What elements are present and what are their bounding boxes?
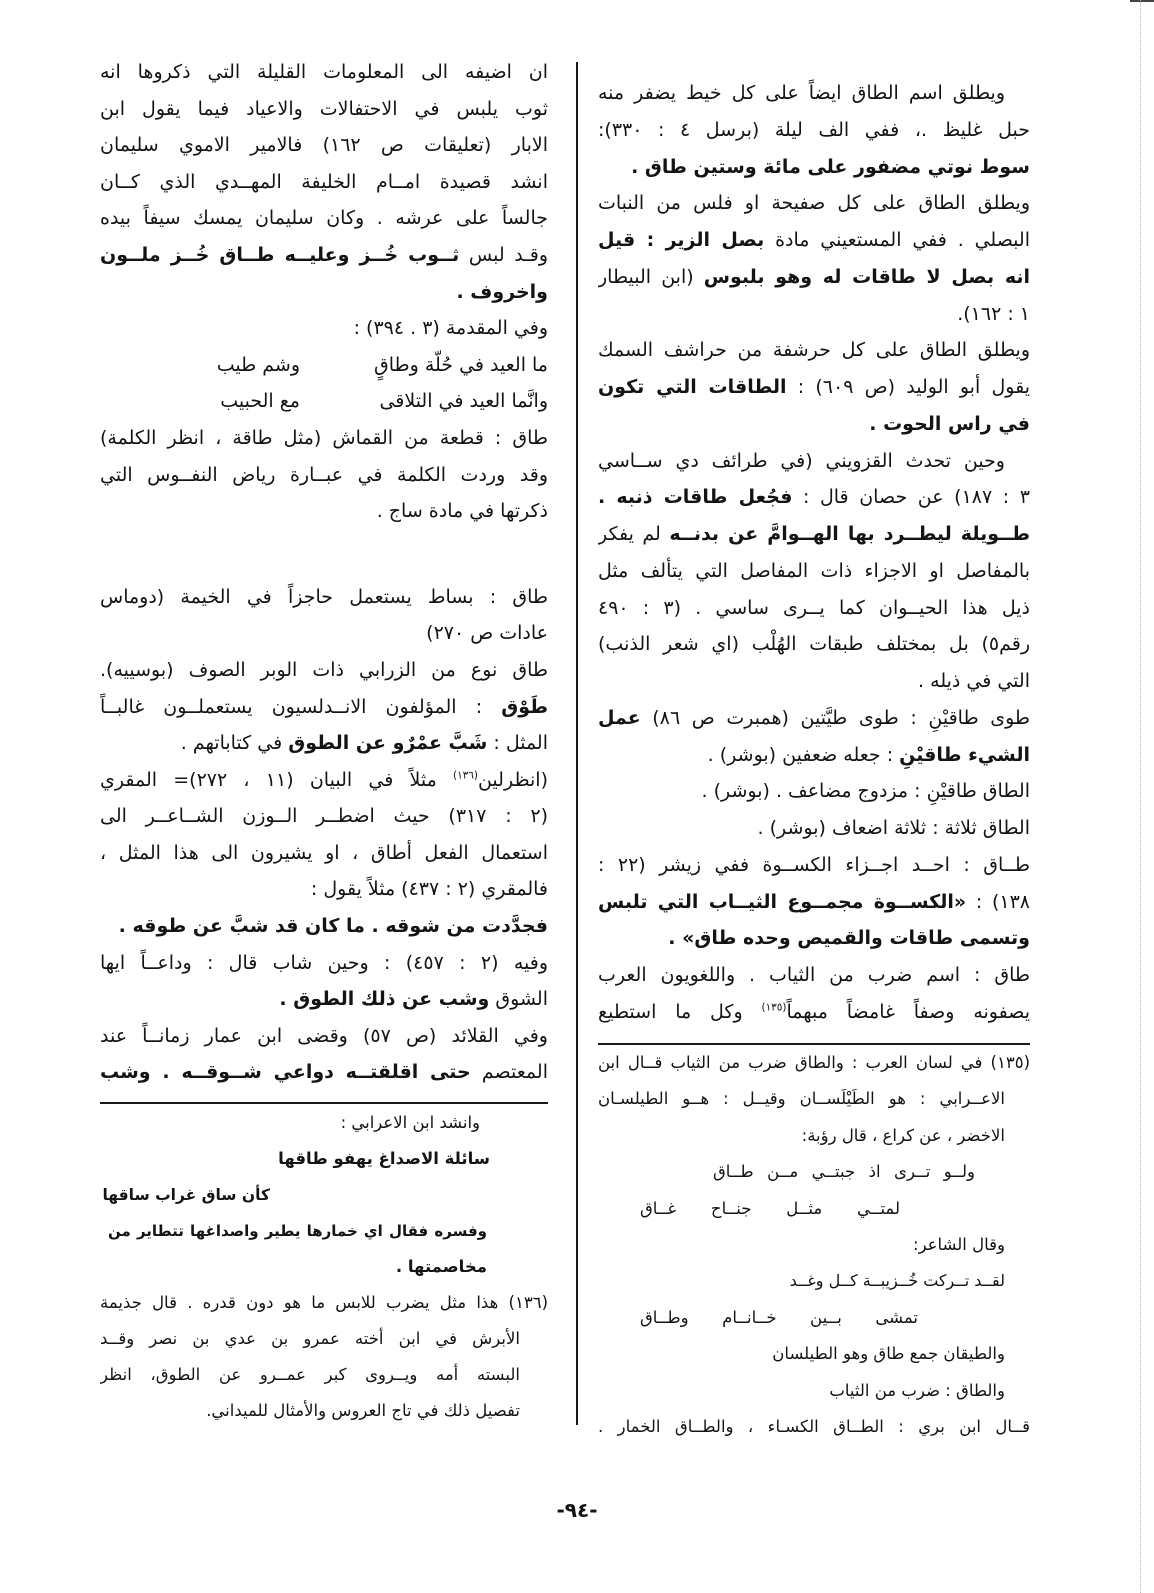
verse-line (100, 347, 548, 384)
verse-hemistich: وشم طيب (216, 353, 300, 376)
footnote-line: وانشد ابن الاعرابي : (340, 1113, 480, 1132)
footnote-verse-line: سائلة الاصداغ يهفو طاقها (278, 1149, 490, 1168)
entry-line: حبل غليظ .، ففي الف ليلة (برسل ٤ : ٣٣٠): (598, 118, 1030, 141)
footnote-line: مخاصمتها . (395, 1257, 487, 1276)
entry-line (598, 259, 1030, 296)
text-segment: (انظرلين (477, 768, 548, 791)
footnote-line: الاخضر ، عن كراع ، قال رؤبة: (801, 1125, 1005, 1145)
verse-hemistich: وانَّما العيد في التلاقى (379, 390, 548, 413)
entry-line: ويطلق الطاق على كل صفيحة او فلس من النبات (598, 192, 1030, 215)
entry-line: وفي القلائد (ص ٥٧) وقضى ابن عمار زمانــاً عند (100, 1024, 548, 1047)
entry-line: فالمقري (٢ : ٤٣٧) مثلاً يقول : (310, 878, 548, 901)
page-number: -٩٤- (556, 1498, 598, 1522)
footnote-line: (١٣٥) في لسان العرب : والطاق ضرب من الثياب قــال ابن (598, 1053, 1030, 1072)
text-segment: البصلي . ففي المستعيني مادة (764, 229, 1030, 251)
emphasis-text: شَبَّ عمْرٌو عن الطوق (288, 732, 488, 755)
left-footnotes (100, 1105, 548, 1429)
text-segment: المثل : (487, 732, 548, 755)
footnote-line: والطاق : ضرب من الثياب (829, 1380, 1005, 1400)
right-footnotes (598, 1045, 1030, 1445)
emphasis-text: انه بصل لا طاقات له وهو بلبوس (703, 265, 1030, 288)
right-column (598, 75, 1030, 1031)
entry-line: سوط نوتي مضفور على مائة وستين طاق . (631, 155, 1030, 178)
entry-line: ويطلق اسم الطاق ايضاً على كل خيط يضفر منه (598, 82, 1005, 104)
entry-line: وفي المقدمة (٣ . ٣٩٤) : (353, 317, 548, 340)
footnote-verse-line: كأن ساق غراب ساقها (102, 1186, 270, 1204)
footnote-reference: (١٣٥) (761, 1001, 787, 1014)
entry-line: طاق : قطعة من القماش (مثل طاقة ، انظر الكلمة) (100, 426, 548, 449)
text-segment: في كتاباتهم . (180, 732, 289, 755)
text-segment: الشوق (489, 988, 548, 1011)
entry-line (100, 762, 548, 799)
entry-line: طــاق : احــد اجــزاء الكســوة ففي زيشر (٢٢ : (598, 853, 1030, 876)
footnote-verse-line: لقــد تــركت خُــزيبــة كــل وغــد (789, 1271, 1005, 1291)
text-segment: طوى طاقيْنِ : طوى طيَّتين (همبرت ص ٨٦) (640, 706, 1030, 729)
left-column (100, 54, 548, 1091)
footnote-line: البسته أمه ويــروى كبر عمــرو عن الطوق، انظر (100, 1365, 520, 1384)
entry-line: رقم٥) بل بمختلف طبقات الهُلْب (اي شعر الذنب) (598, 633, 1030, 656)
footnote-separator (100, 1102, 548, 1104)
entry-line (598, 994, 1030, 1031)
footnote-line: قــال ابن بري : الطــاق الكسـاء ، والطــاق الخمار . (598, 1416, 1030, 1436)
emphasis-text: الشيء طاقيْنِ (899, 743, 1030, 766)
text-segment: يصفونه وصفاً غامضاً مبهماً (786, 1000, 1030, 1023)
emphasis-text: عمل (598, 706, 641, 729)
footnote-verse-line: ولــو تــرى اذ جبتــي مــن طــاق (713, 1162, 975, 1182)
entry-line (598, 737, 1030, 774)
text-segment: لم يفكر (598, 523, 670, 545)
entry-line (100, 725, 548, 762)
entry-line (100, 981, 548, 1018)
text-segment: ١٣٨) : (966, 890, 1030, 913)
emphasis-text: ثــوب خُــز وعليــه طــاق خُــز ملــون (100, 243, 460, 266)
entry-line (100, 237, 548, 274)
text-segment: (ابن البيطار (598, 265, 704, 288)
entry-line: ثوب يلبس في الاحتفالات والاعياد فيما يقول ابن (100, 97, 548, 120)
footnote-line: (١٣٦) هذا مثل يضرب للابس ما هو دون قدره . قال جذيمة (100, 1293, 548, 1312)
verse-hemistich: مع الحبيب (220, 390, 300, 413)
emphasis-text: فجُعل طاقات ذنبه . (598, 486, 793, 509)
bottom-dash-mark (1130, 0, 1154, 2)
text-segment: : المؤلفون الانــدلسيون يستعملــون غالبــاً (100, 695, 502, 718)
entry-line: التي في ذيله . (918, 670, 1030, 692)
entry-line: طاق نوع من الزرابي ذات الوبر الصوف (بوسييه). (100, 658, 548, 681)
entry-line: فجدَّدت من شوقه . ما كان قد شبَّ عن طوقه . (118, 915, 548, 938)
entry-line: ويطلق الطاق على كل حرشفة من حراشف السمك (598, 339, 1030, 362)
entry-line: ذيل هذا الحيــوان كما يــرى ساسي . (٣ : ٤٩٠ (598, 596, 1030, 619)
entry-line (100, 689, 548, 726)
footnote-line: وفسره فقال اي خمارها يطير واصداغها تتطاير من (108, 1222, 487, 1240)
emphasis-text: طــويلة ليطــرد بها الهــوامَّ عن بدنــه (669, 523, 1030, 545)
headword: طَوْق (501, 695, 548, 718)
text-segment: وكل ما استطيع (598, 1000, 762, 1023)
text-segment: يقول أبو الوليد (ص ٦٠٩) : (786, 376, 1030, 398)
entry-line: وقد وردت الكلمة في عبــارة رياض النفــوس التي (100, 463, 548, 486)
emphasis-text: حتى اقلقتــه دواعي شــوقــه . وشب (100, 1061, 471, 1084)
verse-hemistich: ما العيد في حُلّة وطاقٍ (373, 353, 548, 376)
text-segment: ٣ : ١٨٧) عن حصان قال : (792, 486, 1030, 509)
entry-line (598, 222, 1030, 259)
entry-line (598, 700, 1030, 737)
entry-line: الطاق طاقيْنِ : مزدوج مضاعف . (بوشر) . (701, 780, 1030, 803)
entry-line: عادات ص ٢٧٠) (426, 622, 548, 645)
emphasis-text: «الكســوة مجمــوع الثيــاب التي تلبس (598, 890, 967, 913)
entry-line (598, 516, 1030, 553)
footnote-line: الاعــرابي : هو الطَيْلَســان وقيــل : هــو الطيلسـان (598, 1089, 1005, 1109)
entry-line: (٢ : ٣١٧) حيث اضطــر الــوزن الشــاعــر الى (100, 805, 548, 828)
entry-line (598, 479, 1030, 516)
entry-line (598, 369, 1030, 406)
footnote-reference: (١٣٦) (452, 769, 478, 782)
text-segment: المعتصم (470, 1061, 548, 1084)
emphasis-text: الطاقات التي تكون (598, 376, 787, 398)
emphasis-text: بصل الزير : قيل (598, 229, 765, 251)
footnote-line: وقال الشاعر: (913, 1234, 1005, 1254)
entry-line (598, 884, 1030, 921)
entry-line: وحين تحدث القزويني (في طرائف دي ســاسي (598, 449, 1005, 472)
column-divider (576, 62, 578, 1425)
verse-line (100, 383, 548, 420)
entry-line (100, 1054, 548, 1091)
entry-line: طاق : بساط يستعمل حاجزاً في الخيمة (دوماس (100, 585, 548, 608)
entry-line: في راس الحوت . (869, 412, 1030, 435)
footnote-line: تفصيل ذلك في تاج العروس والأمثال للميداني. (206, 1401, 520, 1420)
entry-line: جالساً على عرشه . وكان سليمان يمسك سيفاً بيده (100, 207, 548, 230)
entry-line: ذكرتها في مادة ساج . (376, 500, 548, 523)
entry-line: الطاق ثلاثة : ثلاثة اضعاف (بوشر) . (757, 817, 1030, 839)
entry-line: طاق : اسم ضرب من الثياب . واللغويون العرب (598, 964, 1030, 986)
entry-line: انشد قصيدة امــام الخليفة المهــدي الذي كــان (100, 170, 548, 193)
entry-line: وفيه (٢ : ٤٥٧) : وحين شاب قال : وداعــاً ايها (100, 951, 548, 974)
footnote-verse-line: لمتــي مثــل جنــاح غــاق (640, 1198, 900, 1218)
scan-edge-line (1140, 0, 1141, 1593)
text-segment: : جعله ضعفين (بوشر) . (707, 743, 900, 766)
emphasis-text: وشب عن ذلك الطوق . (279, 988, 490, 1011)
entry-line: ١ : ١٦٢). (957, 302, 1030, 325)
footnote-verse-line: تمشى بــين خــانــام وطــاق (640, 1307, 918, 1327)
text-segment: مثلاً في البيان (١١ ، ٢٧٢)= المقري (100, 768, 453, 791)
entry-line: ان اضيفه الى المعلومات القليلة التي ذكروها انه (100, 61, 548, 83)
footnote-line: الأبرش في ابن أخته عمرو بن عدي بن نصر وقــد (100, 1329, 520, 1348)
entry-line: وتسمى طاقات والقميص وحده طاق» . (668, 927, 1030, 950)
entry-line: واخروف . (456, 280, 548, 303)
entry-line: بالمفاصل او الاجزاء ذات المفاصل التي يتألف مثل (598, 559, 1030, 582)
entry-line: الابار (تعليقات ص ١٦٢) فالامير الاموي سليمان (100, 134, 548, 157)
entry-line: استعمال الفعل أطاق ، او يشيرون الى هذا المثل ، (100, 841, 548, 864)
footnote-line: والطيقان جمع طاق وهو الطيلسان (772, 1344, 1005, 1364)
text-segment: وقـد لبس (459, 243, 548, 266)
